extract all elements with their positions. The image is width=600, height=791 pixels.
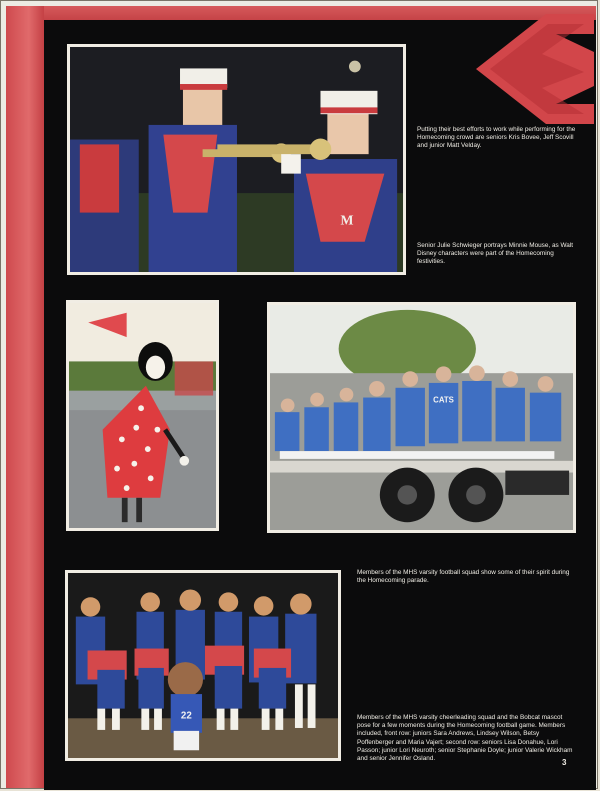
minnie-caption: Senior Julie Schwieger portrays Minnie Mouse, as Walt Disney characters were part of the Homecoming festivities. [417, 242, 574, 266]
cheer-caption: Members of the MHS varsity cheerleading squad and the Bobcat mascot pose for a few moments during the Homecoming football game. Members included, front row: juniors Sara Andrews, Lindsey Wilson, Betsy Poffenberger and Maria Vajert; second row: seniors Lisa Donahue, Lori Passon; junior Lori Neuroth; senior Stephanie Doyle; junior Valerie Wickham and senior Jennifer Osland. [357, 714, 573, 763]
minnie-mouse-photo [66, 300, 219, 531]
band-photo [67, 44, 406, 275]
red-arrow-graphic [476, 14, 596, 124]
page-number: 3 [562, 758, 567, 767]
cheerleaders-photo [65, 570, 341, 761]
football-caption: Members of the MHS varsity football squad show some of their spirit during the Homecoming parade. [357, 569, 570, 585]
jersey-text: CATS [433, 395, 454, 405]
red-side-band [6, 6, 44, 788]
football-parade-photo [267, 302, 576, 533]
uniform-letter: M [340, 212, 354, 228]
mascot-number: 22 [180, 710, 192, 722]
band-caption: Putting their best efforts to work while performing for the Homecoming crowd are seniors Kris Bovee, Jeff Scovill and junior Matt Velday. [417, 126, 576, 150]
